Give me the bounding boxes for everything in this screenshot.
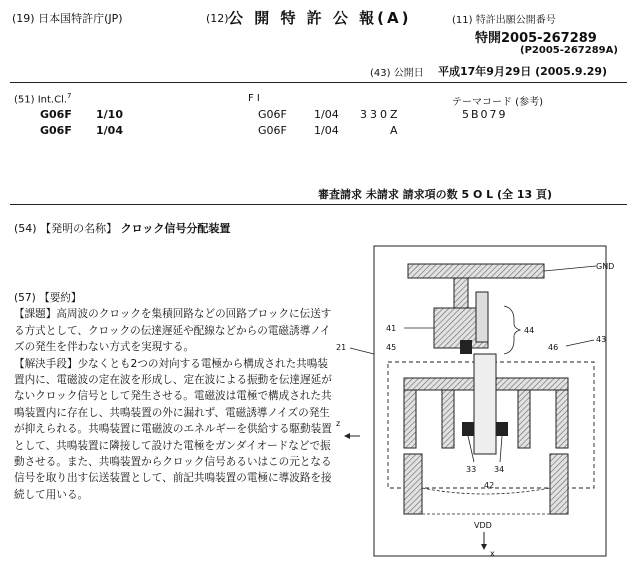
ref-43: 43 bbox=[596, 335, 607, 344]
ref-21: 21 bbox=[336, 343, 347, 352]
ipc-sub-2: 1/04 bbox=[96, 124, 123, 137]
ref-21-leader bbox=[350, 348, 374, 354]
drive-pad-upper bbox=[460, 340, 472, 354]
ref-34-leader bbox=[500, 436, 502, 462]
z-axis-arrow bbox=[344, 433, 350, 439]
clock-distribution-figure bbox=[334, 236, 634, 566]
invention-title bbox=[14, 220, 230, 236]
ref-45: 45 bbox=[386, 343, 397, 352]
int-cl-superscript: 7 bbox=[67, 92, 72, 100]
publication-date-label: (43) 公開日 bbox=[370, 68, 424, 79]
abstract-problem bbox=[14, 306, 332, 355]
solution-text: 少なくとも2つの対向する電極から構成された共鳴装置内に、電磁波の定在波を形成し、定在波による振動を伝達遅延がないクロック信号として発生させる。電磁波は電極で構成された共鳴装置内に存在し、共鳴装置の外に漏れず、電磁誘導ノイズの発生が抑えられる。共鳴装置に電磁波のエネルギーを供給する駆動装置として、共鳴装置に隣接して設けた電極をガンダイオードなどで振動させる。また、共鳴装置からクロック信号あるいはこの元となる信号を取り出す伝送装置として、前記共鳴装置の電極に導波路を接続して用いる。 bbox=[14, 357, 332, 501]
office-name: (19) 日本国特許庁(JP) bbox=[12, 12, 123, 25]
fi-main-2: G06F bbox=[258, 124, 287, 137]
publication-number-alt: (P2005-267289A) bbox=[520, 45, 618, 56]
ref-42: 42 bbox=[484, 481, 495, 490]
fi-extra-2: A bbox=[390, 124, 398, 137]
resonator-inner-right bbox=[518, 390, 530, 448]
status-divider bbox=[10, 204, 627, 205]
axis-x-label: x bbox=[490, 549, 495, 558]
ref-44: 44 bbox=[524, 326, 535, 335]
publication-type: 公 開 特 許 公 報(A) bbox=[228, 9, 412, 27]
x-axis-arrow bbox=[481, 544, 487, 550]
drive-pad-left bbox=[462, 422, 474, 436]
solution-label: 【解決手段】 bbox=[14, 357, 78, 370]
ipc-main-1: G06F bbox=[40, 108, 72, 121]
ref-43-leader bbox=[566, 340, 594, 346]
resonator-inner-left bbox=[442, 390, 454, 448]
publication-number-label: (11) 特許出願公開番号 bbox=[452, 15, 556, 26]
problem-text: 高周波のクロックを集積回路などの回路ブロックに伝送する方式として、クロックの伝達遅延や配線などからの電磁誘導ノイズの発生を伴わない方式を実現する。 bbox=[14, 308, 332, 354]
fi-extra-1: 330Z bbox=[360, 108, 401, 121]
header-divider bbox=[10, 82, 627, 83]
ref-46: 46 bbox=[548, 343, 559, 352]
abstract-block bbox=[14, 290, 332, 503]
examination-status: 審査請求 未請求 請求項の数 5 O L (全 13 頁) bbox=[318, 188, 553, 201]
axis-z-label: z bbox=[336, 419, 341, 428]
ref-33-leader bbox=[468, 436, 474, 462]
publication-type-code: (12) bbox=[206, 12, 229, 25]
ref-33: 33 bbox=[466, 465, 477, 474]
resonator-right-leg bbox=[556, 390, 568, 448]
resonator-left-leg bbox=[404, 390, 416, 448]
vdd-electrode-left bbox=[404, 454, 422, 514]
vdd-label: VDD bbox=[474, 521, 492, 530]
ref-34: 34 bbox=[494, 465, 505, 474]
upper-electrode-stem bbox=[454, 278, 468, 308]
fi-main-1: G06F bbox=[258, 108, 287, 121]
fi-sub-2: 1/04 bbox=[314, 124, 339, 137]
invention-title-value: クロック信号分配装置 bbox=[120, 222, 231, 235]
waveguide-upper bbox=[476, 292, 488, 342]
vdd-electrode-right bbox=[550, 454, 568, 514]
invention-title-label: (54) 【発明の名称】 bbox=[14, 222, 118, 235]
ref-41: 41 bbox=[386, 324, 397, 333]
publication-date: 平成17年9月29日 (2005.9.29) bbox=[438, 65, 608, 78]
center-waveguide bbox=[474, 354, 496, 454]
drive-pad-right bbox=[496, 422, 508, 436]
fi-sub-1: 1/04 bbox=[314, 108, 339, 121]
ref-44-bracket bbox=[504, 306, 520, 354]
publication-number: 特開2005-267289 bbox=[475, 31, 597, 46]
theme-code-1: 5B079 bbox=[462, 108, 508, 121]
theme-code-label: テーマコード (参考) bbox=[452, 97, 543, 108]
fi-label: F I bbox=[248, 93, 260, 104]
ipc-main-2: G06F bbox=[40, 124, 72, 137]
abstract-solution bbox=[14, 356, 332, 504]
problem-label: 【課題】 bbox=[14, 308, 57, 321]
gnd-label: GND bbox=[596, 262, 615, 271]
gnd-electrode bbox=[408, 264, 544, 278]
int-cl-label: (51) Int.Cl.$^7$ bbox=[14, 92, 72, 106]
ipc-sub-1: 1/10 bbox=[96, 108, 123, 121]
gnd-leader bbox=[544, 266, 596, 271]
abstract-label: (57) 【要約】 bbox=[14, 292, 82, 304]
